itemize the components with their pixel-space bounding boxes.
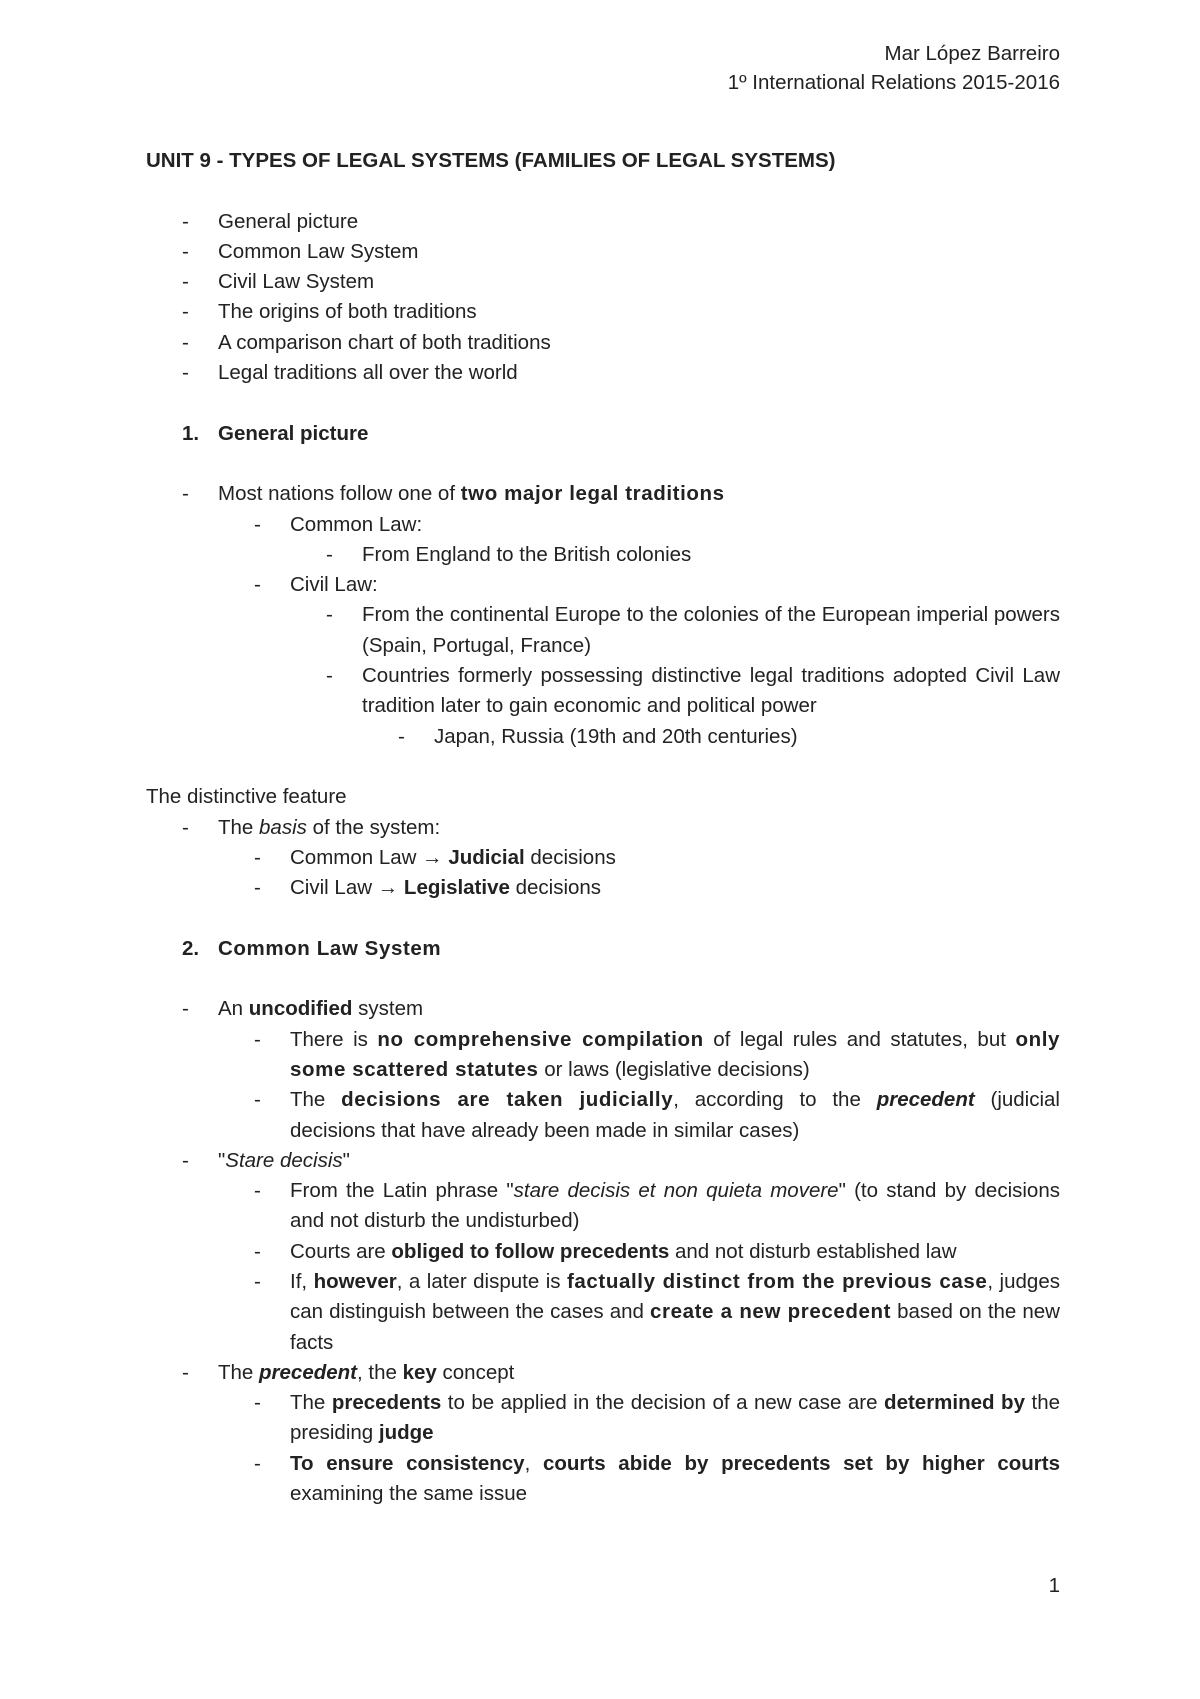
page-header — [728, 39, 1060, 97]
list-item: - "Stare decisis" - From the Latin phrase "stare decisis et non quieta movere" (to stand by decisions and not disturb the undisturbed) - Courts are obliged to follow precedents and not disturb established law - If, however, a later dispute is factually distinct from the previous case, judges can distinguish between the cases and create a new precedent based on the new facts — [146, 1146, 1060, 1358]
table-of-contents — [146, 207, 1060, 389]
list-item: - The precedent, the key concept - The precedents to be applied in the decision of a new case are determined by the presiding judge - To ensure consistency, courts abide by precedents set by higher courts examining the same issue — [146, 1358, 1060, 1509]
header-author: Mar López Barreiro — [884, 42, 1060, 65]
list-item: - Most nations follow one of two major legal traditions - Common Law: - From England to the British colonies - Civil Law: - From the continental Europe to the colonies of the European imperial powers (Spain, Portugal, France) - Countries formerly possessing distinctive legal traditions adopted Civil Law tradition later to gain economic and political power - Japan, Russia (19th and 20th centuries) — [146, 479, 1060, 752]
list-item: - From the continental Europe to the colonies of the European imperial powers (Spain, Portugal, France) — [326, 603, 1060, 657]
document-body — [146, 146, 1060, 1509]
list-item: - The basis of the system: - Common Law → Judicial decisions - Civil Law → Legislative decisions — [146, 813, 1060, 904]
list-item: - From England to the British colonies — [326, 542, 692, 566]
list-item: - Japan, Russia (19th and 20th centuries) — [398, 724, 798, 748]
list-item: - The decisions are taken judicially, according to the precedent (judicial decisions that have already been made in similar cases) — [254, 1088, 1060, 1142]
distinctive-feature-heading: The distinctive feature — [146, 785, 347, 809]
list-item: - Courts are obliged to follow precedents and not disturb established law — [254, 1239, 957, 1263]
list-item: - Civil Law: - From the continental Europe to the colonies of the European imperial powers (Spain, Portugal, France) - Countries formerly possessing distinctive legal traditions adopted Civil Law tradition later to gain economic and political power - Japan, Russia (19th and 20th centuries) — [218, 570, 1060, 752]
section-2-heading: 2. Common Law System — [182, 936, 442, 960]
header-course: 1º International Relations 2015-2016 — [727, 71, 1060, 94]
list-item: - The precedents to be applied in the decision of a new case are determined by the presiding judge — [254, 1391, 1060, 1445]
toc-item: - The origins of both traditions — [182, 300, 477, 324]
section-1-heading: 1. General picture — [182, 421, 369, 445]
toc-item: - General picture — [182, 209, 359, 233]
list-item: - Countries formerly possessing distinctive legal traditions adopted Civil Law tradition later to gain economic and political power - Japan, Russia (19th and 20th centuries) — [290, 661, 1060, 752]
list-item: - Common Law → Judicial decisions — [254, 845, 616, 869]
section-2-list — [146, 994, 1060, 1509]
distinctive-feature-list — [146, 813, 1060, 904]
page-number: 1 — [1048, 1574, 1060, 1597]
toc-item: - Common Law System — [182, 239, 419, 263]
document-title: UNIT 9 - TYPES OF LEGAL SYSTEMS (FAMILIES OF LEGAL SYSTEMS) — [146, 149, 836, 172]
list-item: - If, however, a later dispute is factually distinct from the previous case, judges can distinguish between the cases and create a new precedent based on the new facts — [254, 1269, 1060, 1354]
list-item: - There is no comprehensive compilation of legal rules and statutes, but only some scattered statutes or laws (legislative decisions) — [254, 1027, 1061, 1081]
list-item: - Common Law: - From England to the British colonies — [218, 510, 1060, 571]
list-item: - An uncodified system - There is no comprehensive compilation of legal rules and statutes, but only some scattered statutes or laws (legislative decisions) - The decisions are taken judicially, according to the precedent (judicial decisions that have already been made in similar cases) — [146, 994, 1060, 1145]
list-item: - From the Latin phrase "stare decisis et non quieta movere" (to stand by decisions and not disturb the undisturbed) — [254, 1179, 1060, 1233]
toc-item: - A comparison chart of both traditions — [182, 330, 551, 354]
section-1-list — [146, 479, 1060, 752]
toc-item: - Legal traditions all over the world — [182, 361, 518, 385]
list-item: - Civil Law → Legislative decisions — [254, 876, 602, 900]
toc-item: - Civil Law System — [182, 270, 375, 294]
list-item: - To ensure consistency, courts abide by precedents set by higher courts examining the same issue — [254, 1451, 1060, 1506]
